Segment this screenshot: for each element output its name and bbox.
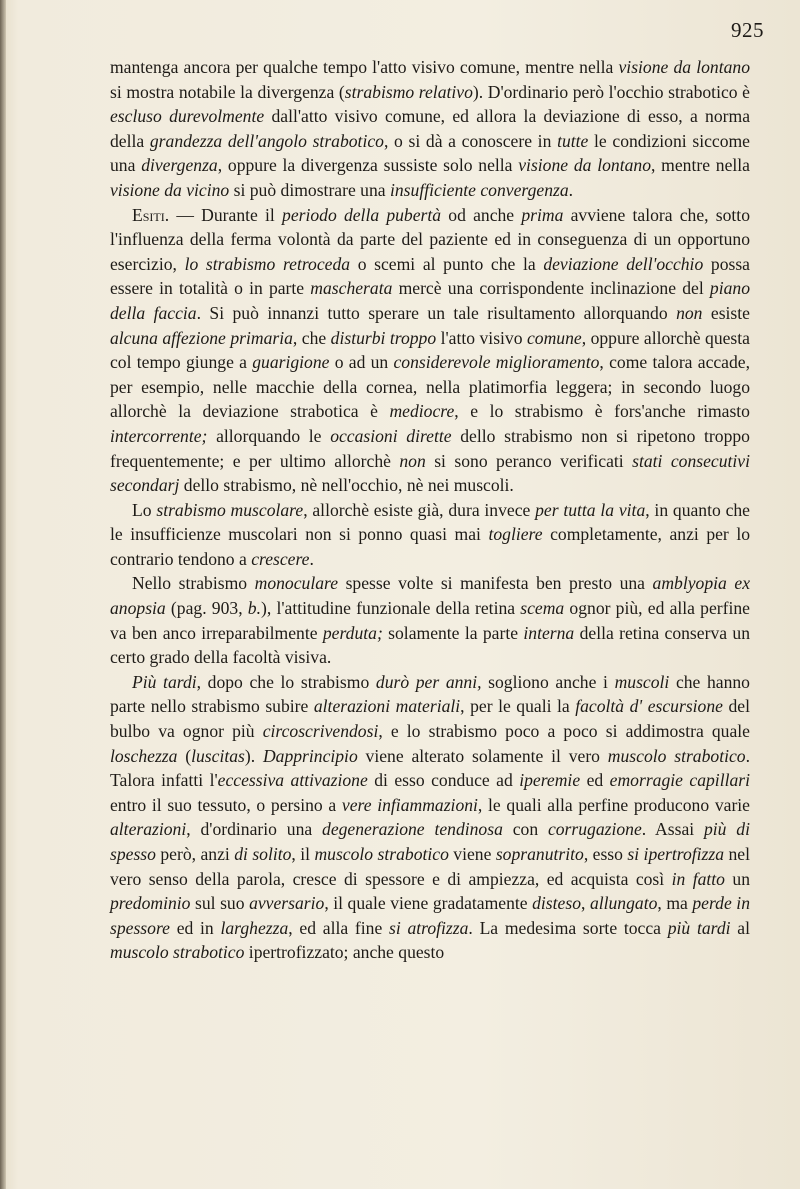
text-run: che hanno parte nello strabismo subire: [110, 671, 750, 717]
italic-run: facoltà d' escursione: [575, 696, 723, 717]
italic-run: muscolo strabotico: [314, 844, 449, 864]
italic-run: luscitas: [191, 745, 245, 766]
text-run: , oppure allorchè questa col tempo giunge a: [110, 327, 750, 373]
italic-run: degenerazione tendinosa: [322, 819, 503, 840]
text-run: o ad un: [329, 352, 394, 373]
italic-run: prima: [521, 204, 564, 225]
text-run: , per le quali la: [460, 696, 576, 717]
text-run: completamente, anzi per lo contrario tendono a: [110, 524, 750, 569]
text-run: solamente la parte: [382, 622, 524, 643]
text-run: (: [177, 745, 192, 766]
text-run: ed in: [169, 917, 221, 938]
text-run: . La medesima sorte tocca: [468, 917, 668, 938]
text-run: della retina conserva un certo grado della facoltà visiva.: [110, 622, 750, 668]
text-run: allorquando le: [207, 425, 331, 446]
text-run: , il: [291, 844, 315, 864]
text-run: , e lo strabismo poco a poco si addimostra quale: [378, 721, 750, 742]
italic-run: in fatto: [671, 868, 725, 889]
paragraph: [110, 670, 750, 965]
italic-run: disturbi troppo: [330, 327, 437, 348]
italic-run: monoculare: [254, 573, 339, 594]
italic-run: non: [676, 302, 703, 323]
text-run: sul suo: [190, 893, 250, 914]
text-run: di esso conduce ad: [367, 770, 520, 791]
text-run: , dopo che lo strabismo: [196, 671, 376, 692]
italic-run: alterazioni: [110, 819, 187, 840]
italic-run: per tutta la vita: [535, 499, 646, 520]
italic-run: sopranutrito: [495, 844, 584, 864]
italic-run: periodo della pubertà: [282, 204, 442, 225]
italic-run: più tardi: [667, 917, 731, 938]
text-run: possa essere in totalità o in parte: [110, 253, 750, 299]
italic-run: predominio: [110, 893, 191, 914]
binding-edge: [0, 0, 6, 1189]
italic-run: strabismo muscolare: [156, 499, 304, 520]
text-run: viene: [448, 844, 496, 864]
italic-run: visione da lontano: [618, 57, 750, 77]
text-run: del bulbo va ognor più: [110, 696, 750, 742]
text-run: viene alterato solamente il vero: [357, 745, 608, 766]
italic-run: crescere: [251, 548, 310, 569]
text-run: ed: [580, 770, 610, 791]
text-run: dello strabismo non si ripetono troppo frequentemente; e per ultimo allorchè: [110, 425, 750, 471]
italic-run: emorragie capillari: [609, 770, 751, 791]
text-run: ipertrofizzato; anche questo: [244, 942, 445, 963]
text-run: , e lo strabismo è fors'anche rimasto: [454, 401, 750, 422]
text-run: Esiti: [132, 204, 165, 225]
text-run: , ed alla fine: [288, 917, 389, 938]
italic-run: stati consecutivi secondarj: [110, 450, 750, 496]
body-text: [110, 55, 750, 965]
italic-run: si atrofizza: [389, 917, 469, 938]
italic-run: visione da vicino: [110, 179, 230, 200]
text-run: si mostra notabile la divergenza (: [110, 81, 345, 102]
italic-run: alterazioni materiali: [313, 696, 461, 717]
italic-run: larghezza: [220, 917, 289, 938]
italic-run: comune: [527, 327, 582, 348]
text-run: .: [568, 179, 574, 200]
italic-run: considerevole miglioramento: [393, 352, 600, 373]
paragraph: [110, 571, 750, 669]
text-run: mantenga ancora per qualche tempo l'atto visivo comune, mentre nella: [110, 57, 619, 77]
text-run: entro il suo tessuto, o persino a: [110, 794, 342, 815]
text-run: si sono peranco verificati: [425, 450, 633, 471]
text-run: , esso: [583, 844, 628, 864]
text-run: , il quale viene gradatamente: [324, 893, 533, 914]
text-run: ).: [244, 745, 263, 766]
italic-run: corrugazione: [547, 819, 642, 840]
italic-run: perde in spessore: [110, 893, 750, 938]
text-run: , allorchè esiste già, dura invece: [303, 499, 536, 520]
text-run: l'atto visivo: [436, 327, 527, 348]
italic-run: muscolo strabotico: [607, 745, 746, 766]
text-run: , che: [292, 327, 331, 348]
italic-run: lo strabismo retroceda: [184, 253, 351, 274]
italic-run: escluso durevolmente: [110, 106, 265, 127]
italic-run: si ipertrofizza: [627, 844, 725, 864]
text-run: ognor più, ed alla perfine va ben anco irreparabilmente: [110, 598, 750, 643]
italic-run: mascherata: [310, 278, 393, 299]
italic-run: occasioni dirette: [330, 425, 452, 446]
text-run: ,: [581, 893, 590, 914]
italic-run: intercorrente;: [110, 425, 208, 446]
text-run: mercè una corrispondente inclinazione del: [392, 278, 710, 299]
text-run: però, anzi: [155, 844, 235, 864]
italic-run: strabismo relativo: [344, 81, 473, 102]
text-run: , mentre nella: [651, 155, 750, 176]
text-run: al: [730, 917, 750, 938]
text-run: , ma: [657, 893, 693, 914]
italic-run: insufficiente convergenza: [389, 179, 569, 200]
italic-run: durò per anni,: [375, 671, 482, 692]
text-run: . Assai: [641, 819, 704, 840]
italic-run: tutte: [557, 130, 589, 151]
text-run: od anche: [441, 204, 522, 225]
text-run: un: [724, 868, 750, 889]
text-run: Nello strabismo: [132, 573, 255, 594]
italic-run: deviazione dell'occhio: [543, 253, 704, 274]
italic-run: iperemie: [519, 770, 581, 791]
text-run: sogliono anche i: [481, 671, 615, 692]
italic-run: avversario: [249, 893, 325, 914]
italic-run: grandezza dell'angolo strabotico: [149, 130, 384, 151]
paragraph: [110, 55, 750, 203]
italic-run: alcuna affezione primaria: [110, 327, 293, 348]
italic-run: guarigione: [252, 352, 330, 373]
text-run: spesse volte si manifesta ben presto una: [338, 573, 653, 594]
italic-run: loschezza: [110, 745, 178, 766]
italic-run: non: [399, 450, 426, 471]
italic-run: più di spesso: [110, 819, 750, 864]
text-run: . Talora infatti l': [110, 745, 750, 791]
text-run: con: [502, 819, 548, 840]
text-run: , in quanto che le insufficienze muscolari non si ponno quasi mai: [110, 499, 750, 545]
italic-run: muscoli: [614, 671, 670, 692]
italic-run: interna: [523, 622, 575, 643]
italic-run: disteso: [532, 893, 581, 914]
text-run: o scemi al punto che la: [350, 253, 544, 274]
paragraph: [110, 203, 750, 498]
italic-run: scema: [520, 598, 565, 619]
italic-run: eccessiva attivazione: [217, 770, 368, 791]
italic-run: allungato: [589, 893, 658, 914]
italic-run: di solito: [234, 844, 292, 864]
text-run: (pag. 903,: [165, 598, 248, 619]
text-run: dall'atto visivo comune, ed allora la deviazione di esso, a norma della: [110, 106, 750, 151]
text-run: Lo: [132, 499, 157, 520]
italic-run: Più tardi: [132, 671, 197, 692]
italic-run: circoscrivendosi: [262, 721, 379, 742]
italic-run: piano della faccia: [110, 278, 750, 323]
text-run: .: [309, 548, 314, 569]
italic-run: Dapprincipio: [262, 745, 358, 766]
text-run: , oppure la divergenza sussiste solo nella: [217, 155, 519, 176]
text-run: . Si può innanzi tutto sperare un tale risultamento allorquando: [196, 302, 677, 323]
text-run: ), l'attitudine funzionale della retina: [261, 598, 521, 619]
italic-run: vere infiammazioni: [341, 794, 478, 815]
italic-run: amblyopia ex anopsia: [110, 573, 750, 619]
text-run: le condizioni siccome una: [110, 130, 750, 176]
text-run: dello strabismo, nè nell'occhio, nè nei muscoli.: [179, 475, 514, 496]
paragraph: [110, 498, 750, 572]
italic-run: perduta;: [322, 622, 383, 643]
text-run: si può dimostrare una: [229, 179, 390, 200]
text-run: , o si dà a conoscere in: [383, 130, 558, 151]
italic-run: muscolo strabotico: [110, 942, 245, 963]
text-run: , le quali alla perfine producono varie: [477, 794, 750, 815]
text-run: , d'ordinario una: [186, 819, 323, 840]
text-run: . — Durante il: [164, 204, 283, 225]
italic-run: divergenza: [141, 155, 218, 176]
italic-run: b.: [247, 598, 261, 619]
page-number: 925: [731, 18, 764, 42]
text-run: esiste: [702, 302, 750, 323]
text-run: avviene talora che, sotto l'influenza della ferma volontà da parte del paziente ed in conseguenza di un opportuno esercizio,: [110, 204, 750, 274]
italic-run: mediocre: [389, 401, 455, 422]
text-run: , come talora accade, per esempio, nelle macchie della cornea, nella platimorfia leggera; in secondo luogo allorchè la deviazione strabotica è: [110, 352, 750, 422]
text-run: ). D'ordinario però l'occhio strabotico è: [472, 81, 750, 102]
text-run: nel vero senso della parola, cresce di spessore e di ampiezza, ed acquista così: [110, 844, 750, 889]
italic-run: togliere: [488, 524, 543, 545]
italic-run: visione da lontano: [518, 155, 651, 176]
